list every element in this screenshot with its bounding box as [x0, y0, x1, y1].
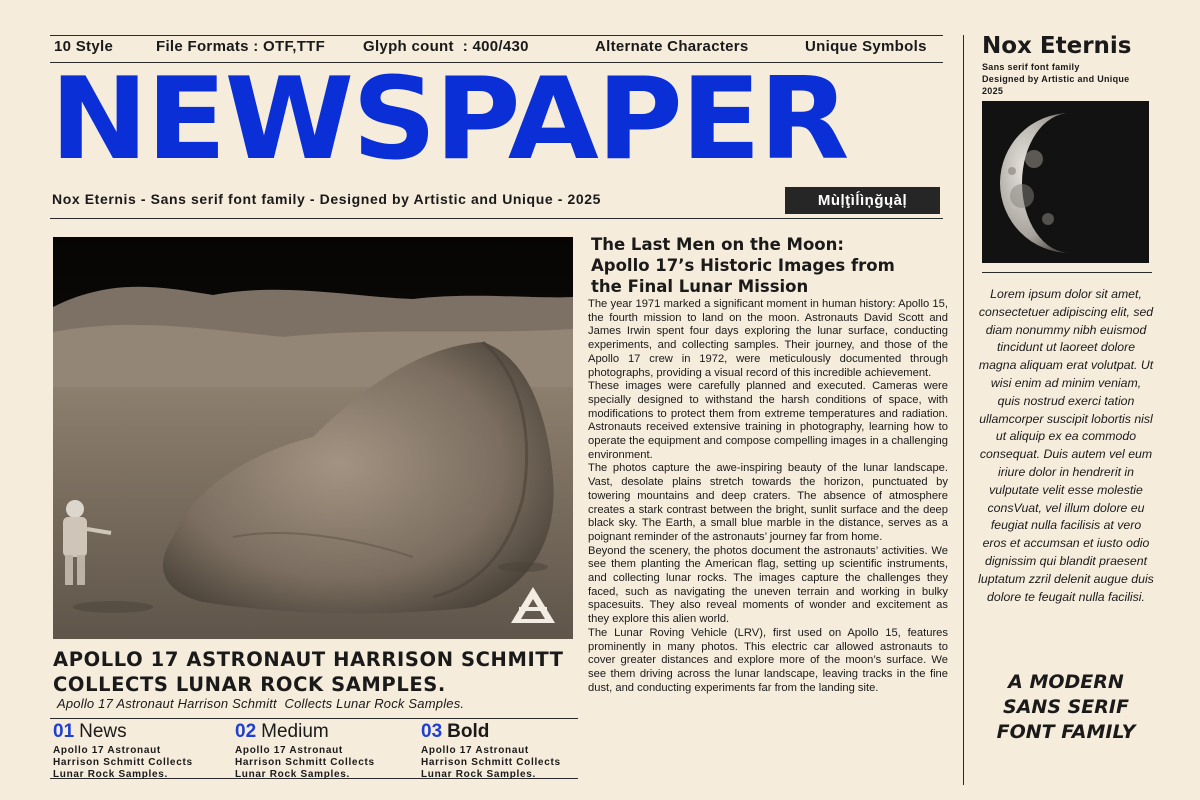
article-headline-line: The Last Men on the Moon: [591, 235, 844, 254]
article-body [588, 298, 948, 784]
style-desc-line: Harrison Schmitt Collects [235, 757, 375, 768]
sidebar-meta-line: Sans serif font family [982, 62, 1080, 72]
article-headline-line: Apollo 17’s Historic Images from [591, 256, 895, 275]
meta-style-count: 10 Style [54, 38, 114, 55]
sidebar-title: Nox Eternis [982, 33, 1132, 59]
page-title: NEWSPAPER [50, 53, 848, 185]
style-desc-line: Harrison Schmitt Collects [53, 757, 193, 768]
style-item-bold [421, 721, 596, 781]
article-paragraph: The photos capture the awe-inspiring beauty of the lunar landscape. Vast, desolate plains stretch towards the horizon, punctuated by towering mountains and deep craters. The absence of atmosphere creates a stark contrast between the bright, sunlit surface and the deep black sky. The Earth, a small blue marble in the distance, serves as a poignant reminder of the astronauts’ journey far from home. [588, 462, 948, 543]
article-paragraph: The year 1971 marked a significant moment in human history: Apollo 15, the fourth mission to land on the moon. Astronauts David Scott and James Irwin spent four days exploring the lunar surface, conducting experiments, and collecting samples. Their journey, and those of the Apollo 17 crew in 1972, were meticulously documented through photographs, providing a visual record of this incredible achievement. [588, 298, 948, 379]
feature-caption-line2: COLLECTS LUNAR ROCK SAMPLES. [53, 673, 446, 696]
feature-caption [53, 647, 578, 697]
style-desc-line: Apollo 17 Astronaut [53, 745, 161, 756]
meta-alternates: Alternate Characters [595, 38, 749, 55]
style-item-medium [235, 721, 410, 781]
tagline-line: FONT FAMILY [996, 721, 1136, 743]
article-paragraph: These images were carefully planned and executed. Cameras were specially designed to withstand the harsh conditions of space, with modifications to protect them from extreme temperatures and radiation. Astronauts received extensive training in photography, learning how to operate the equipment and compose compelling images in a challenging environment. [588, 380, 948, 461]
feature-caption-small: Apollo 17 Astronaut Harrison Schmitt Collects Lunar Rock Samples. [57, 696, 465, 711]
style-name: Bold [447, 721, 490, 742]
sidebar-meta-line: 2025 [982, 86, 1004, 96]
meta-glyph-count: Glyph count : 400/430 [363, 38, 529, 55]
subtitle-rule [50, 218, 943, 219]
style-desc-line: Lunar Rock Samples. [421, 769, 536, 780]
meta-symbols: Unique Symbols [805, 38, 927, 55]
style-desc-line: Lunar Rock Samples. [235, 769, 350, 780]
style-desc-line: Lunar Rock Samples. [53, 769, 168, 780]
sidebar-tagline [975, 670, 1157, 745]
moon-photo [982, 101, 1149, 263]
style-number: 03 [421, 721, 443, 742]
styles-top-rule [50, 718, 578, 719]
brand-triangle-icon [509, 585, 557, 625]
top-rule [50, 35, 943, 36]
article-headline [591, 234, 951, 297]
style-desc-line: Harrison Schmitt Collects [421, 757, 561, 768]
sidebar-lorem: Lorem ipsum dolor sit amet, consectetuer adipiscing elit, sed diam nonummy nibh euismod tincidunt ut laoreet dolore magna aliquam erat volutpat. Ut wisi enim ad minim veniam, quis nostrud exerci tation ullamcorper suscipit lobortis nisl ut aliquip ex ea commodo consequat. Duis autem vel eum iriure dolor in hendrerit in vulputate velit esse molestie consVuat, vel illum dolore eu feugiat nulla facilisis at vero eros et accumsan et iusto odio dignissim qui blandit praesent luptatum zzril delenit augue duis dolore te feugait nulla facilisi. [978, 287, 1154, 604]
feature-caption-line1: APOLLO 17 ASTRONAUT HARRISON SCHMITT [53, 648, 564, 671]
moon-illustration [982, 101, 1149, 263]
style-desc-line: Apollo 17 Astronaut [235, 745, 343, 756]
sidebar-meta [982, 61, 1130, 97]
style-item-news [53, 721, 228, 781]
style-name: Medium [261, 721, 329, 742]
style-desc-line: Apollo 17 Astronaut [421, 745, 529, 756]
page-subtitle: Nox Eternis - Sans serif font family - Designed by Artistic and Unique - 2025 [52, 191, 602, 207]
article-headline-line: the Final Lunar Mission [591, 277, 809, 296]
article-paragraph: The Lunar Roving Vehicle (LRV), first used on Apollo 15, features prominently in many photos. This electric car allowed astronauts to cover greater distances and explore more of the moon’s surface. We see them driving across the lunar landscape, leaving tracks in the fine dust, and conducting experiments far from the landing site. [588, 626, 948, 694]
style-number: 01 [53, 721, 75, 742]
style-name: News [79, 721, 127, 742]
meta-file-formats: File Formats : OTF,TTF [156, 38, 326, 55]
tagline-line: SANS SERIF [1003, 696, 1129, 718]
feature-photo [53, 237, 573, 639]
sidebar-rule [982, 272, 1152, 273]
multilingual-badge: Mùļţìĺìņğųàļ [785, 187, 940, 214]
lunar-landscape-illustration [53, 237, 573, 639]
tagline-line: A MODERN [1008, 671, 1124, 693]
sidebar-meta-line: Designed by Artistic and Unique [982, 74, 1130, 84]
article-paragraph: Beyond the scenery, the photos document the astronauts’ activities. We see them planting the American flag, setting up scientific instruments, and collecting lunar rocks. The images capture the challenges they faced, such as navigating the uneven terrain and working in bulky spacesuits. They also reveal moments of wonder and excitement as they explore this alien world. [588, 544, 948, 626]
style-number: 02 [235, 721, 257, 742]
